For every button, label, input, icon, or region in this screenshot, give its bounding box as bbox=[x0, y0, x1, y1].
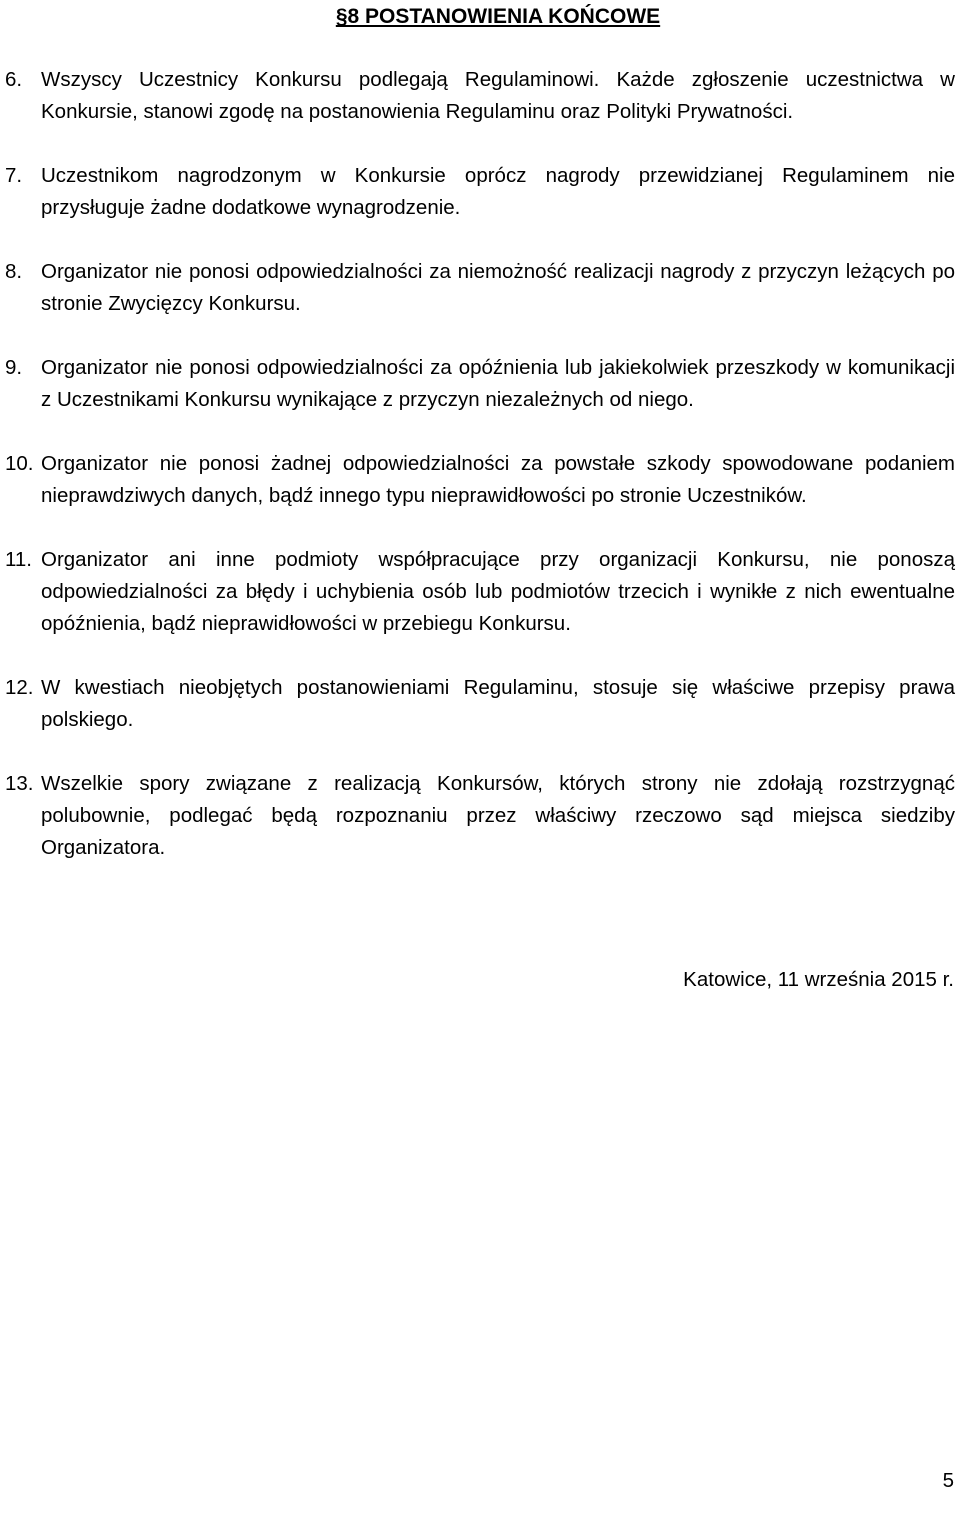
list-item bbox=[5, 768, 955, 864]
item-number: 6. bbox=[5, 68, 23, 91]
item-text: Organizator nie ponosi żadnej odpowiedzialności za powstałe szkody spowodowane podaniem nieprawdziwych danych, bądź innego typu nieprawidłowości po stronie Uczestników. bbox=[41, 452, 955, 507]
item-text: Organizator nie ponosi odpowiedzialności za niemożność realizacji nagrody z przyczyn leżących po stronie Zwycięzcy Konkursu. bbox=[41, 260, 955, 315]
item-number: 10. bbox=[5, 452, 34, 475]
list-item bbox=[5, 64, 955, 128]
page-number: 5 bbox=[942, 1469, 954, 1492]
item-text: Wszelkie spory związane z realizacją Konkursów, których strony nie zdołają rozstrzygnąć polubownie, podlegać będą rozpoznaniu przez właściwy rzeczowo sąd miejsca siedziby Organizatora. bbox=[41, 772, 955, 859]
list-item bbox=[5, 672, 955, 736]
list-item bbox=[5, 352, 955, 416]
item-text: W kwestiach nieobjętych postanowieniami Regulaminu, stosuje się właściwe przepisy prawa polskiego. bbox=[41, 676, 955, 731]
list-item bbox=[5, 448, 955, 512]
item-text: Organizator nie ponosi odpowiedzialności za opóźnienia lub jakiekolwiek przeszkody w komunikacji z Uczestnikami Konkursu wynikające z przyczyn niezależnych od niego. bbox=[41, 356, 955, 411]
item-number: 7. bbox=[5, 164, 23, 187]
item-number: 8. bbox=[5, 260, 23, 283]
item-number: 13. bbox=[5, 772, 34, 795]
list-item bbox=[5, 544, 955, 640]
item-number: 9. bbox=[5, 356, 23, 379]
item-number: 11. bbox=[5, 548, 32, 571]
section-heading: §8 POSTANOWIENIA KOŃCOWE bbox=[335, 5, 661, 28]
item-number: 12. bbox=[5, 676, 34, 699]
provisions-list bbox=[0, 64, 960, 864]
item-text: Wszyscy Uczestnicy Konkursu podlegają Regulaminowi. Każde zgłoszenie uczestnictwa w Konkursie, stanowi zgodę na postanowienia Regulaminu oraz Polityki Prywatności. bbox=[41, 68, 955, 123]
place-and-date: Katowice, 11 września 2015 r. bbox=[683, 968, 954, 991]
list-item bbox=[5, 160, 955, 224]
item-text: Uczestnikom nagrodzonym w Konkursie oprócz nagrody przewidzianej Regulaminem nie przysługuje żadne dodatkowe wynagrodzenie. bbox=[41, 164, 955, 219]
item-text: Organizator ani inne podmioty współpracujące przy organizacji Konkursu, nie ponoszą odpowiedzialności za błędy i uchybienia osób lub podmiotów trzecich i wynikłe z nich ewentualne opóźnienia, bądź nieprawidłowości w przebiegu Konkursu. bbox=[41, 548, 955, 635]
list-item bbox=[5, 256, 955, 320]
